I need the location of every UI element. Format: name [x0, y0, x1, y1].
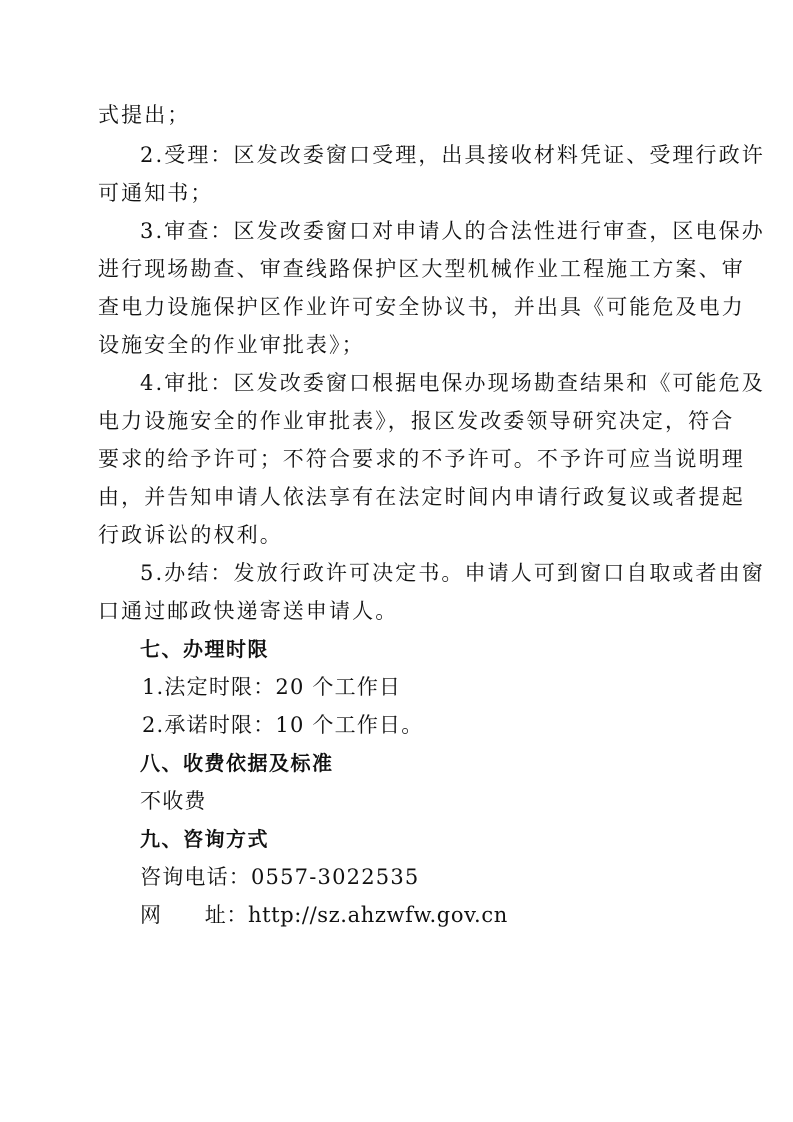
paragraph-line: 式提出； — [98, 103, 191, 127]
paragraph-line: 要求的给予许可；不符合要求的不予许可。不予许可应当说明理 — [98, 447, 745, 471]
fee-text: 不收费 — [140, 789, 207, 813]
time-limit-statutory: 1.法定时限：20 个工作日 — [142, 675, 402, 699]
paragraph-line: 进行现场勘查、审查线路保护区大型机械作业工程施工方案、审 — [98, 257, 745, 281]
section-heading-9: 九、咨询方式 — [140, 827, 269, 851]
paragraph-line: 行政诉讼的权利。 — [98, 523, 283, 547]
section-heading-7: 七、办理时限 — [140, 637, 269, 661]
paragraph-line: 口通过邮政快递寄送申请人。 — [98, 599, 399, 623]
paragraph-line: 查电力设施保护区作业许可安全协议书，并出具《可能危及电力 — [98, 295, 745, 319]
paragraph-line: 可通知书； — [98, 181, 214, 205]
contact-website: 网 址：http://sz.ahzwfw.gov.cn — [140, 903, 508, 927]
section-heading-8: 八、收费依据及标准 — [140, 751, 334, 775]
time-limit-promised: 2.承诺时限：10 个工作日。 — [142, 713, 424, 737]
paragraph-line: 电力设施安全的作业审批表》，报区发改委领导研究决定，符合 — [98, 409, 735, 433]
paragraph-line: 5.办结：发放行政许可决定书。申请人可到窗口自取或者由窗 — [140, 561, 765, 585]
paragraph-line: 3.审查：区发改委窗口对申请人的合法性进行审查，区电保办 — [140, 219, 765, 243]
paragraph-line: 4.审批：区发改委窗口根据电保办现场勘查结果和《可能危及 — [140, 371, 765, 395]
paragraph-line: 2.受理：区发改委窗口受理，出具接收材料凭证、受理行政许 — [140, 143, 765, 167]
contact-phone: 咨询电话：0557-3022535 — [140, 865, 420, 889]
paragraph-line: 设施安全的作业审批表》； — [98, 333, 365, 357]
paragraph-line: 由，并告知申请人依法享有在法定时间内申请行政复议或者提起 — [98, 485, 745, 509]
